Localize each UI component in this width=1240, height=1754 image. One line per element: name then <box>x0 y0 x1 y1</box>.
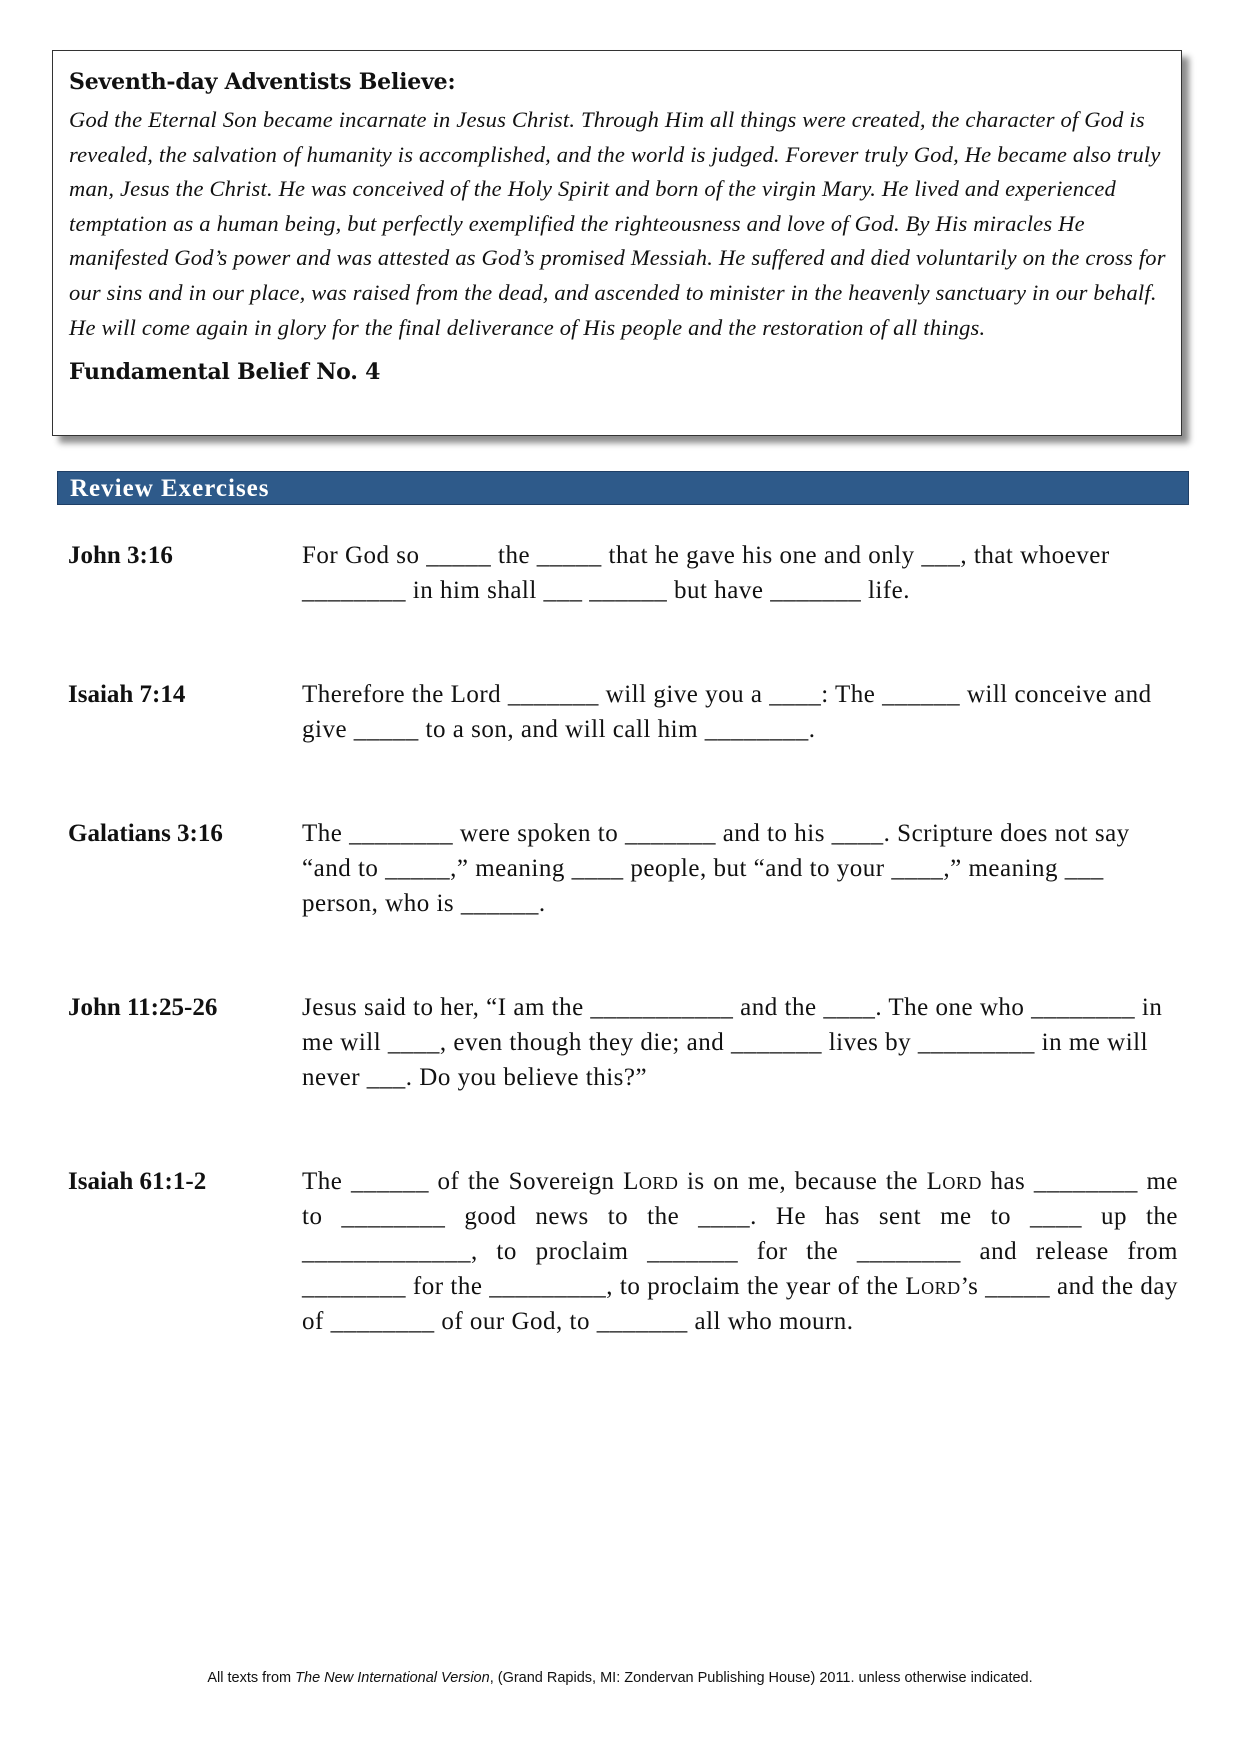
footer-citation <box>0 1670 1240 1686</box>
belief-title: Seventh-day Adventists Believe: <box>69 69 456 95</box>
footer-source-title: The New International Version <box>295 1670 490 1686</box>
text-segment: ’s _____ and the day of ________ of our God, to _______ all who mourn. <box>302 1273 1178 1335</box>
exercise-text: Jesus said to her, “I am the ___________ and the ____. The one who ________ in me will ____, even though they die; and _______ lives by _________ in me will never ___. Do you believe this?” <box>302 994 1163 1091</box>
text-segment: The ______ of the Sovereign <box>302 1168 624 1195</box>
exercise-reference: Isaiah 7:14 <box>68 681 186 708</box>
lord-small-caps: Lord <box>623 1168 679 1195</box>
text-segment: has ________ me to ________ good news to the ____. He has sent me to ____ up the _____________, to proclaim _______ for the ________ and release from ________ for the _________, to proclaim the year of the <box>302 1168 1178 1300</box>
exercise-text: The ________ were spoken to _______ and to his ____. Scripture does not say “and to _____,” meaning ____ people, but “and to your ____,” meaning ___ person, who is ______. <box>302 820 1130 917</box>
footer-suffix: , (Grand Rapids, MI: Zondervan Publishing House) 2011. unless otherwise indicated. <box>489 1670 1033 1686</box>
text-segment: is on me, because the <box>678 1168 927 1195</box>
belief-text: God the Eternal Son became incarnate in Jesus Christ. Through Him all things were created, the character of God is revealed, the salvation of humanity is accomplished, and the world is judged. Forever truly God, He became also truly man, Jesus the Christ. He was conceived of the Holy Spirit and born of the virgin Mary. He lived and experienced temptation as a human being, but perfectly exemplified the righteousness and love of God. By His miracles He manifested God’s power and was attested as God’s promised Messiah. He suffered and died voluntarily on the cross for our sins and in our place, was raised from the dead, and ascended to minister in the heavenly sanctuary in our behalf. He will come again in glory for the final deliverance of His people and the restoration of all things. <box>69 107 1166 340</box>
lord-small-caps: Lord <box>905 1273 961 1300</box>
footer-prefix: All texts from <box>207 1670 296 1686</box>
exercise-reference: Galatians 3:16 <box>68 820 223 847</box>
belief-statement-box <box>52 50 1182 436</box>
review-exercises-heading: Review Exercises <box>70 475 270 502</box>
exercise-reference: John 3:16 <box>68 542 173 569</box>
exercise-text: Therefore the Lord _______ will give you a ____: The ______ will conceive and give _____ to a son, and will call him ________. <box>302 681 1152 743</box>
lord-small-caps: Lord <box>926 1168 982 1195</box>
exercise-reference: Isaiah 61:1-2 <box>68 1168 207 1195</box>
exercise-reference: John 11:25-26 <box>68 994 218 1021</box>
exercise-text: For God so _____ the _____ that he gave his one and only ___, that whoever ________ in him shall ___ ______ but have _______ life. <box>302 542 1110 604</box>
exercise-text <box>302 1164 1178 1339</box>
review-exercises-header <box>57 471 1189 505</box>
belief-reference: Fundamental Belief No. 4 <box>69 359 381 386</box>
